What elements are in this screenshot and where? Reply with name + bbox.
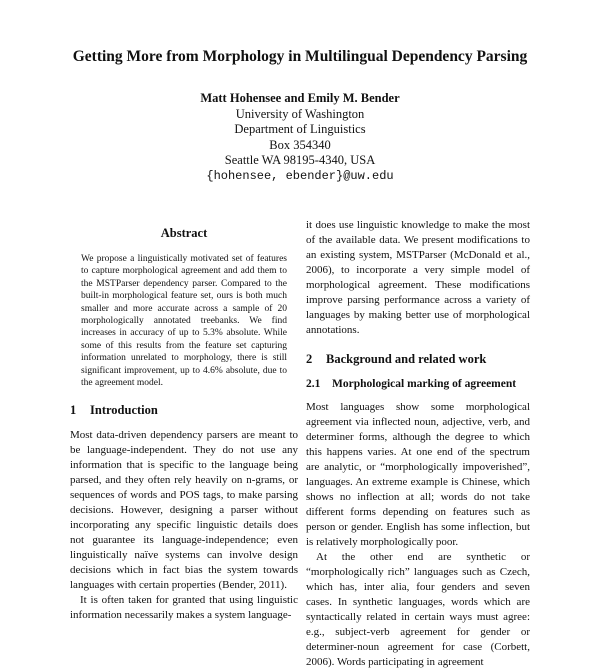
body-paragraph: it does use linguistic knowledge to make the most of the available data. We present modifications to an existing system, MSTParser (McDonald et al., 2006), to incorporate a very simple model of morphological agreement. These modifications improve parsing performance across a variety of languages by making better use of morphological annotations. [306, 219, 530, 336]
intro-paragraph: Most data-driven dependency parsers are meant to be language-independent. They do not use any information that is specific to the language being parsed, and they often rely heavily on n-grams, or sequences of words and POS tags, to make parsing decisions. However, designing a parser without incorporating any specific linguistic details does not guarantee its language-independence; even linguistically naïve systems can involve design decisions which in fact bias the system towards languages with certain properties (Bender, 2011). [70, 429, 298, 592]
section-heading-background [306, 352, 530, 367]
left-column [70, 220, 298, 623]
section-title: Introduction [90, 403, 158, 418]
subsection-title: Morphological marking of agreement [332, 378, 517, 390]
author-names: Matt Hohensee and Emily M. Bender [200, 91, 400, 105]
subsection-number: 2.1 [306, 378, 321, 390]
right-column [306, 218, 530, 670]
author-email: {hohensee, ebender}@uw.edu [206, 168, 394, 183]
paper-title: Getting More from Morphology in Multilingual Dependency Parsing [72, 48, 528, 65]
affiliation-line: Box 354340 [269, 137, 331, 152]
affiliation-line: University of Washington [235, 106, 365, 121]
section-number: 1 [70, 403, 77, 418]
subsection-heading-morphological-marking [306, 377, 530, 392]
body-paragraph: Most languages show some morphological agreement via inflected noun, adjective, verb, and determiner forms, although the degree to which this happens varies. At one end of the spectrum are analytic, or “morphologically impoverished”, languages. An extreme example is Chinese, which shows no inflection at all; words do not take different forms depending on features such as person or gender. English has some inflection, but is relatively morphologically poor. [306, 401, 530, 548]
abstract-heading: Abstract [160, 226, 208, 240]
affiliation-line: Department of Linguistics [234, 122, 366, 136]
affiliation-line: Seattle WA 98195-4340, USA [224, 153, 376, 167]
abstract-text: We propose a linguistically motivated set of features to capture morphological agreement and add them to the MSTParser dependency parser. Compared to the built-in morphological feature set, ours is both much smaller and more accurate across a sample of 20 morphologically annotated treebanks. We find increases in accuracy of up to 5.3% absolute. While some of this results from the feature set capturing information unrelated to morphology, there is still significant improvement, up to 4.6% absolute, due to the agreement model. [81, 254, 287, 389]
section-heading-introduction [70, 403, 298, 418]
intro-paragraph: It is often taken for granted that using linguistic information necessarily makes a system language- [70, 594, 298, 622]
section-title: Background and related work [326, 352, 487, 366]
section-number: 2 [306, 352, 313, 366]
body-paragraph: At the other end are synthetic or “morphologically rich” languages such as Czech, which has, inter alia, four genders and seven cases. In synthetic languages, words which are syntactically related in certain ways must agree: e.g., subject-verb agreement for gender or determiner-noun agreement for case (Corbett, 2006). Words participating in agreement [306, 551, 530, 668]
author-block [0, 91, 600, 184]
